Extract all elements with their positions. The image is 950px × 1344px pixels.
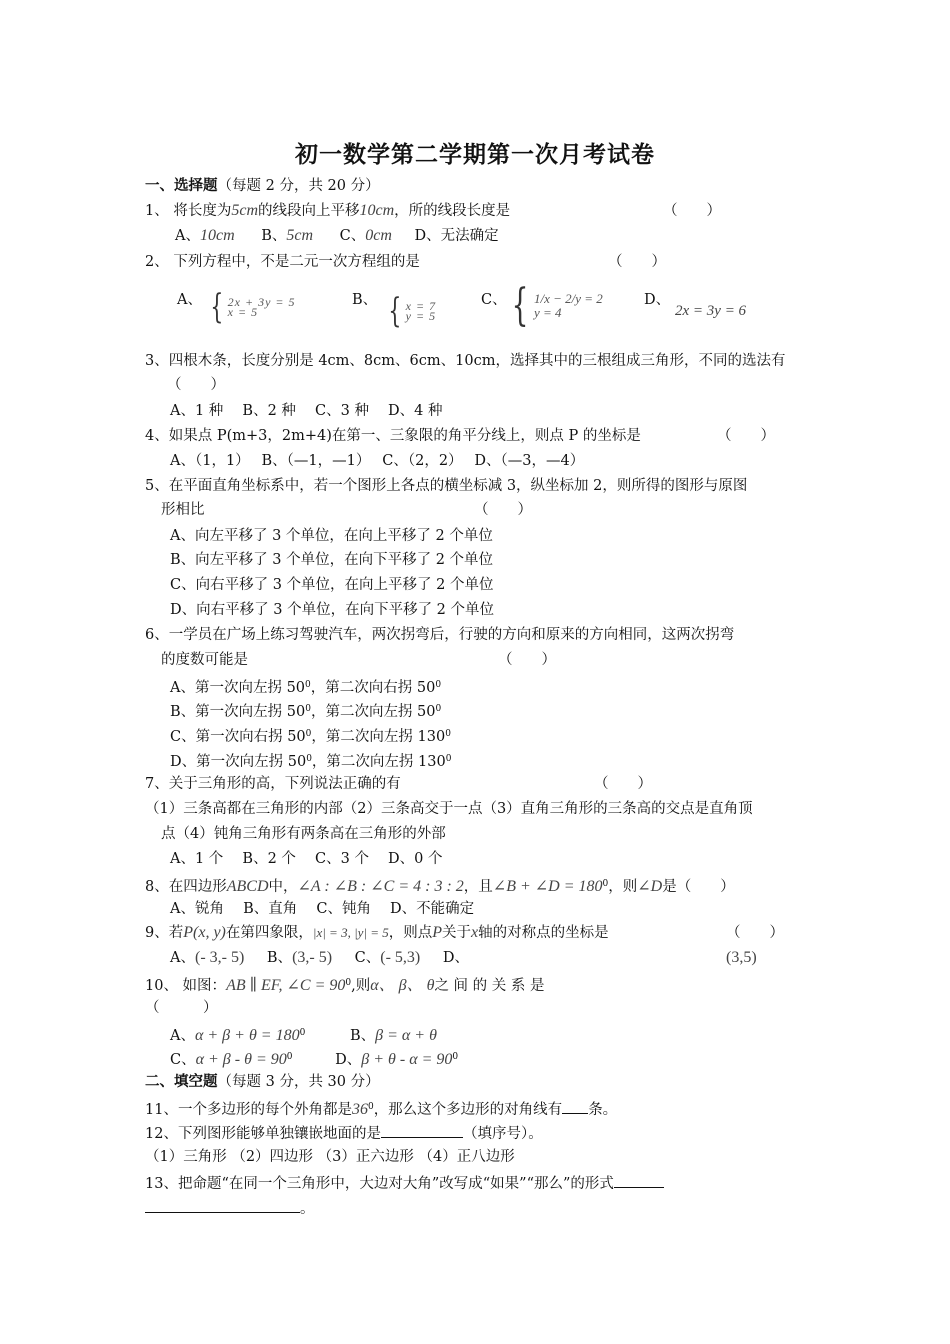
q2-option-a-system: { 2x + 3y = 5 x = 5 [210, 287, 296, 327]
q10-options-row2: C、$\alpha + \beta - \theta = 90^0$ D、$\beta + \theta - \alpha = 90^0$ [170, 1051, 459, 1068]
q1-options: A、10cm B、5cm C、0cm D、无法确定 [175, 227, 499, 244]
q3-answer-paren: （ ） [167, 377, 225, 393]
section2-header [145, 1073, 380, 1091]
q4-options: A、（1，1） B、（—1，—1） C、（2，2） D、（—3，—4） [170, 453, 585, 469]
q1-stem: 1、 将长度为5cm的线段向上平移10cm，所的线段长度是 [145, 202, 511, 219]
q9-option-d-value: (3,5) [726, 949, 757, 966]
q9-answer-paren: （ ） [726, 925, 784, 941]
q2-option-a-label: A、 [177, 292, 202, 308]
q2-option-d-label: D、 [644, 292, 671, 308]
q5-option-b: B、向左平移了 3 个单位，在向下平移了 2 个单位 [170, 552, 494, 568]
q5-stem-line2: 形相比 [161, 502, 205, 518]
q12-options: （1）三角形 （2）四边形 （3）正六边形 （4）正八边形 [145, 1149, 515, 1165]
q2-stem: 2、 下列方程中，不是二元一次方程组的是 [145, 254, 420, 270]
q10-answer-paren: （ ） [145, 1000, 218, 1016]
q2-option-c-label: C、 [481, 292, 507, 308]
q5-answer-paren: （ ） [474, 502, 532, 518]
q2-option-b-system: { x = 7 y = 5 [388, 291, 437, 331]
q5-option-c: C、向右平移了 3 个单位，在向上平移了 2 个单位 [170, 577, 494, 593]
q6-answer-paren: （ ） [498, 652, 556, 668]
page-title: 初一数学第二学期第一次月考试卷 [295, 141, 655, 168]
q13-answer-line2: 。 [145, 1198, 315, 1218]
section1-note: （每题 2 分，共 20 分） [217, 178, 380, 194]
q8-stem: 8、在四边形ABCD中，∠A : ∠B : ∠C = 4 : 3 : 2，且∠B + ∠D = $180^0$，则∠D是（ ） [145, 878, 735, 895]
q6-stem-line2: 的度数可能是 [161, 652, 248, 668]
q9-options: A、(- 3,- 5) B、(3,- 5) C、(- 5,3) D、 [170, 949, 469, 966]
q12-stem: 12、下列图形能够单独镶嵌地面的是 （填序号）。 [145, 1123, 543, 1143]
q13-answer-blank-1[interactable] [614, 1173, 664, 1188]
q2-option-c-system: { 1/x − 2/y = 2 y = 4 [511, 280, 603, 331]
section2-note: （每题 3 分，共 30 分） [217, 1074, 380, 1090]
q1-answer-paren: （ ） [663, 203, 721, 219]
q5-option-a: A、向左平移了 3 个单位，在向上平移了 2 个单位 [170, 528, 493, 544]
q8-options: A、锐角 B、直角 C、钝角 D、不能确定 [170, 901, 475, 917]
q7-statements-line1: （1）三条高都在三角形的内部（2）三条高交于一点（3）直角三角形的三条高的交点是直角顶 [145, 801, 753, 817]
q13-stem: 13、把命题“在同一个三角形中，大边对大角”改写成“如果”“那么”的形式 [145, 1173, 664, 1193]
q13-answer-blank-2[interactable] [145, 1198, 300, 1213]
q6-option-b: B、第一次向左拐 $50^0$，第二次向左拐 $50^0$ [170, 704, 442, 720]
q2-option-b-label: B、 [352, 292, 378, 308]
q7-options: A、1 个 B、2 个 C、3 个 D、0 个 [170, 851, 443, 867]
section2-heading: 二、填空题 [145, 1073, 218, 1090]
q4-answer-paren: （ ） [717, 428, 775, 444]
q3-options: A、1 种 B、2 种 C、3 种 D、4 种 [170, 403, 443, 419]
q7-answer-paren: （ ） [594, 776, 652, 792]
q4-stem: 4、如果点 P(m+3，2m+4)在第一、三象限的角平分线上，则点 P 的坐标是 [145, 428, 641, 444]
q5-option-d: D、向右平移了 3 个单位，在向下平移了 2 个单位 [170, 602, 495, 618]
q11-answer-blank[interactable] [562, 1099, 588, 1114]
q10-options-row1: A、$\alpha + \beta + \theta = 180^0$ B、β = α + θ [170, 1027, 437, 1044]
q6-option-d: D、第一次向左拐 $50^0$，第二次向左拐 $130^0$ [170, 754, 452, 770]
section1-heading: 一、选择题 [145, 177, 218, 194]
q7-stem: 7、关于三角形的高，下列说法正确的有 [145, 776, 401, 792]
q3-stem-line1: 3、四根木条，长度分别是 4cm、8cm、6cm、10cm，选择其中的三根组成三角形，不同的选法有 [145, 353, 786, 369]
q5-stem-line1: 5、在平面直角坐标系中，若一个图形上各点的横坐标减 3，纵坐标加 2，则所得的图形与原图 [145, 478, 748, 494]
q6-option-c: C、第一次向右拐 $50^0$，第二次向左拐 $130^0$ [170, 729, 451, 745]
q6-option-a: A、第一次向左拐 $50^0$，第二次向右拐 $50^0$ [170, 680, 442, 696]
q2-answer-paren: （ ） [608, 254, 666, 270]
q7-statements-line2: 点（4）钝角三角形有两条高在三角形的外部 [161, 826, 446, 842]
q6-stem-line1: 6、一学员在广场上练习驾驶汽车，两次拐弯后，行驶的方向和原来的方向相同，这两次拐弯 [145, 627, 735, 643]
q9-stem: 9、若P(x, y)在第四象限，|x| = 3, |y| = 5，则点P关于x轴的对称点的坐标是 [145, 924, 609, 941]
q2-option-d-equation: 2x = 3y = 6 [675, 303, 747, 319]
q10-stem: 10、 如图：AB ∥ EF, ∠C = $90^0$,则α、 β、 θ之 间 的 关 系 是 [145, 977, 545, 994]
q12-answer-blank[interactable] [381, 1123, 463, 1138]
q11-stem: 11、一个多边形的每个外角都是$36^0$，那么这个多边形的对角线有 条。 [145, 1101, 618, 1118]
section1-header [145, 177, 380, 195]
